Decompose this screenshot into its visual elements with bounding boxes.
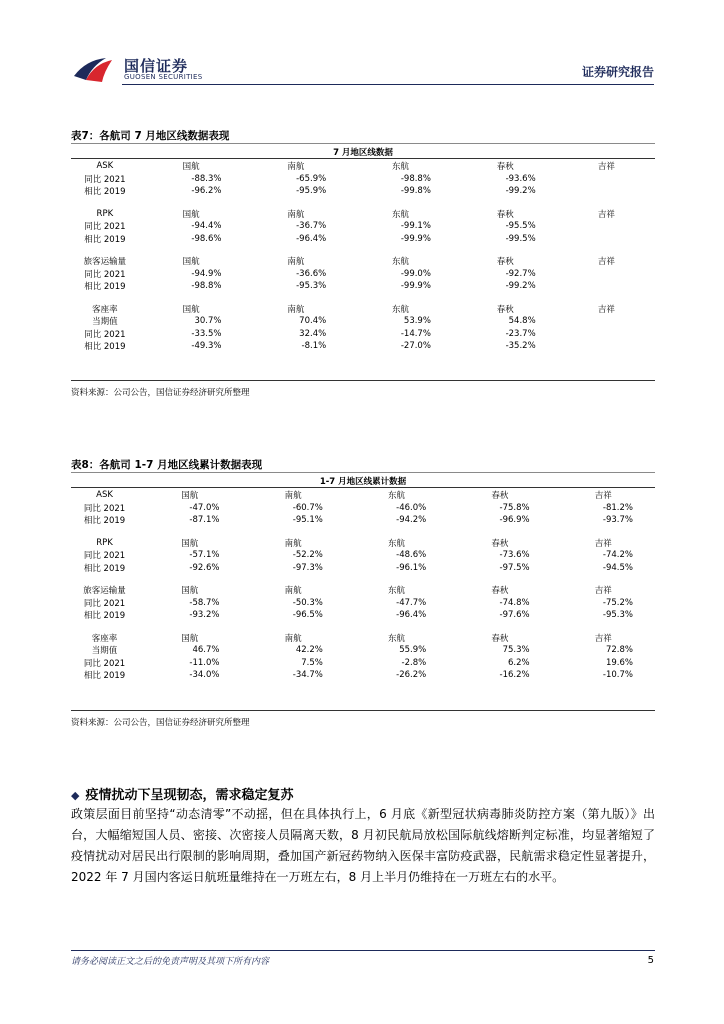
table-cell: -99.1%	[400, 221, 431, 232]
table-cell: -57.1%	[189, 550, 220, 561]
table-cell: 42.2%	[295, 645, 323, 656]
airline-header: 东航	[392, 209, 410, 220]
row-label: 同比 2021	[84, 222, 126, 233]
table-cell: -95.5%	[505, 221, 536, 232]
metric-header-row	[71, 632, 655, 645]
table-cell	[558, 328, 655, 341]
row-label: 相比 2019	[84, 342, 126, 353]
airline-header: 国航	[181, 633, 199, 644]
airline-header: 东航	[388, 586, 406, 597]
table-cell: -46.0%	[396, 502, 427, 513]
page-number: 5	[647, 955, 654, 966]
table-cell: 6.2%	[507, 657, 530, 668]
table-cell: -99.8%	[400, 186, 431, 197]
row-label: 相比 2019	[83, 516, 126, 527]
table-cell: -87.1%	[189, 515, 220, 526]
table-cell: -94.9%	[191, 268, 222, 279]
airline-header: 国航	[182, 162, 200, 173]
table-cell: -97.3%	[292, 562, 323, 573]
group-spacer	[71, 527, 655, 537]
row-label: 同比 2021	[84, 174, 126, 185]
table-cell: -14.7%	[400, 328, 431, 339]
airline-header: 春秋	[496, 162, 514, 173]
airline-header: 南航	[287, 209, 305, 220]
metric-header-row	[71, 489, 655, 502]
table-cell: 54.8%	[508, 316, 536, 327]
row-label: 同比 2021	[83, 658, 126, 669]
group-spacer	[71, 622, 655, 632]
table-cell: -99.9%	[400, 281, 431, 292]
airline-header: 东航	[392, 304, 410, 315]
airline-header: 春秋	[491, 538, 509, 549]
section-heading-text: 疫情扰动下呈现韧态，需求稳定复苏	[85, 788, 294, 803]
airline-header: 吉祥	[594, 586, 612, 597]
table7-source: 资料来源：公司公告，国信证券经济研究所整理	[71, 388, 250, 398]
table-row	[71, 268, 655, 281]
group-spacer	[71, 574, 655, 584]
table-cell: -75.2%	[602, 597, 633, 608]
airline-header: 东航	[388, 538, 406, 549]
table-row	[71, 597, 655, 610]
table-row	[71, 220, 655, 233]
table7	[71, 160, 655, 353]
table-cell: -93.6%	[505, 173, 536, 184]
airline-header: 春秋	[491, 586, 509, 597]
table-cell: -26.2%	[396, 670, 427, 681]
page-header	[0, 0, 724, 90]
table-cell: 55.9%	[399, 645, 427, 656]
table-cell: -96.1%	[396, 562, 427, 573]
airline-header: 南航	[284, 633, 302, 644]
table-cell: -98.8%	[191, 281, 222, 292]
table-cell: -47.7%	[396, 597, 427, 608]
table-cell: 53.9%	[403, 316, 431, 327]
airline-header: 南航	[287, 257, 305, 268]
table-cell	[558, 340, 655, 353]
metric-header-row	[71, 160, 655, 173]
table8-subtitle: 1-7 月地区线累计数据	[319, 477, 407, 487]
table-cell: -48.6%	[396, 550, 427, 561]
metric-label: 旅客运输量	[83, 586, 126, 597]
airline-header: 国航	[182, 304, 200, 315]
table-cell: -95.3%	[602, 610, 633, 621]
airline-header: 国航	[181, 538, 199, 549]
airline-header: 东航	[388, 633, 406, 644]
table8	[71, 489, 655, 682]
table-row	[71, 233, 655, 246]
airline-header: 吉祥	[594, 633, 612, 644]
table-cell	[558, 233, 655, 246]
table-cell: -73.6%	[499, 550, 530, 561]
table-cell: -34.0%	[189, 670, 220, 681]
table-cell: -11.0%	[189, 657, 220, 668]
airline-header: 南航	[284, 586, 302, 597]
table-row	[71, 657, 655, 670]
row-label: 相比 2019	[84, 282, 126, 293]
table7-top-rule	[71, 143, 655, 144]
table-cell	[558, 185, 655, 198]
table-cell: -74.2%	[602, 550, 633, 561]
row-label: 当期值	[91, 646, 118, 657]
metric-label: 旅客运输量	[83, 257, 127, 268]
metric-header-row	[71, 208, 655, 221]
table-cell	[558, 220, 655, 233]
table-cell	[558, 315, 655, 328]
table-cell: 70.4%	[299, 316, 327, 327]
metric-label: 客座率	[91, 633, 118, 644]
row-label: 相比 2019	[84, 187, 126, 198]
table-cell: -99.2%	[505, 281, 536, 292]
row-label: 同比 2021	[83, 598, 126, 609]
airline-header: 吉祥	[597, 162, 615, 173]
airline-header: 春秋	[496, 304, 514, 315]
table-cell: -58.7%	[189, 597, 220, 608]
table-row	[71, 185, 655, 198]
table7-sub-rule	[71, 158, 655, 159]
table8-sub-rule	[71, 487, 655, 488]
airline-header: 吉祥	[597, 304, 615, 315]
table-cell	[558, 173, 655, 186]
table-row	[71, 340, 655, 353]
table-cell: -95.3%	[296, 281, 327, 292]
table-cell: -93.2%	[189, 610, 220, 621]
table-cell: -98.6%	[191, 233, 222, 244]
table-cell: -97.5%	[499, 562, 530, 573]
table-cell: -52.2%	[292, 550, 323, 561]
metric-header-row	[71, 584, 655, 597]
table-cell: 72.8%	[605, 645, 633, 656]
guosen-logo-icon	[72, 54, 120, 84]
table8-title: 表8：各航司 1-7 月地区线累计数据表现	[71, 459, 263, 471]
table-cell: 19.6%	[605, 657, 633, 668]
metric-label: ASK	[96, 161, 114, 172]
header-divider	[122, 84, 654, 85]
airline-header: 南航	[287, 162, 305, 173]
airline-header: 南航	[284, 491, 302, 502]
table-cell: -99.5%	[505, 233, 536, 244]
table-cell: -47.0%	[189, 502, 220, 513]
metric-label: RPK	[96, 537, 113, 548]
table-row	[71, 315, 655, 328]
metric-label: ASK	[96, 490, 113, 501]
table-cell: 75.3%	[502, 645, 530, 656]
table8-source: 资料来源：公司公告，国信证券经济研究所整理	[71, 718, 250, 728]
airline-header: 吉祥	[594, 491, 612, 502]
airline-header: 东航	[388, 491, 406, 502]
table-cell: -10.7%	[602, 670, 633, 681]
row-label: 同比 2021	[84, 329, 126, 340]
table-cell: -99.0%	[400, 268, 431, 279]
metric-header-row	[71, 255, 655, 268]
table-cell: -88.3%	[191, 173, 222, 184]
table-cell: -16.2%	[499, 670, 530, 681]
table-cell: -96.9%	[499, 515, 530, 526]
table-cell: -49.3%	[191, 341, 222, 352]
airline-header: 春秋	[491, 633, 509, 644]
row-label: 相比 2019	[84, 234, 126, 245]
table-cell: -81.2%	[602, 502, 633, 513]
table-cell: -65.9%	[296, 173, 327, 184]
table-cell: 46.7%	[192, 645, 220, 656]
row-label: 当期值	[92, 317, 118, 328]
table-cell: 32.4%	[299, 328, 327, 339]
table-cell: -98.8%	[400, 173, 431, 184]
airline-header: 吉祥	[597, 209, 615, 220]
airline-header: 春秋	[496, 257, 514, 268]
table-cell: -93.7%	[602, 515, 633, 526]
table-cell: -27.0%	[400, 341, 431, 352]
row-label: 相比 2019	[83, 611, 126, 622]
table-cell: -8.1%	[301, 341, 327, 352]
table-cell: -96.4%	[396, 610, 427, 621]
airline-header: 春秋	[491, 491, 509, 502]
table-cell: 30.7%	[194, 316, 222, 327]
airline-header: 国航	[181, 491, 199, 502]
table-cell: -34.7%	[292, 670, 323, 681]
table-cell: -75.8%	[499, 502, 530, 513]
table-cell: -23.7%	[505, 328, 536, 339]
table-cell: -99.9%	[400, 233, 431, 244]
table-cell: -96.5%	[292, 610, 323, 621]
airline-header: 吉祥	[597, 257, 615, 268]
table-cell: -95.1%	[292, 515, 323, 526]
table-cell: -97.6%	[499, 610, 530, 621]
table-row	[71, 644, 655, 657]
table-row	[71, 562, 655, 575]
table-cell: -94.5%	[602, 562, 633, 573]
table-cell: -96.4%	[296, 233, 327, 244]
footer-disclaimer: 请务必阅读正文之后的免责声明及其项下所有内容	[71, 957, 270, 967]
group-spacer	[71, 198, 655, 208]
table-row	[71, 609, 655, 622]
table-cell	[558, 268, 655, 281]
table7-bottom-rule	[71, 380, 655, 381]
airline-header: 东航	[392, 162, 410, 173]
airline-header: 东航	[392, 257, 410, 268]
airline-header: 国航	[181, 586, 199, 597]
table-cell: 7.5%	[301, 657, 323, 668]
table-cell	[558, 280, 655, 293]
table-row	[71, 173, 655, 186]
metric-label: RPK	[96, 208, 114, 219]
table-cell: -74.8%	[499, 597, 530, 608]
section-heading	[71, 784, 293, 803]
airline-header: 南航	[287, 304, 305, 315]
table7-subtitle: 7 月地区线数据	[333, 148, 393, 158]
table-cell: -60.7%	[292, 502, 323, 513]
table7-title: 表7：各航司 7 月地区线数据表现	[71, 130, 230, 142]
metric-label: 客座率	[92, 304, 118, 315]
table-cell: -92.7%	[505, 268, 536, 279]
table-cell: -94.4%	[191, 221, 222, 232]
row-label: 相比 2019	[83, 563, 126, 574]
table-cell: -2.8%	[401, 657, 427, 668]
table-cell: -99.2%	[505, 186, 536, 197]
row-label: 相比 2019	[83, 671, 126, 682]
table-row	[71, 549, 655, 562]
metric-header-row	[71, 537, 655, 550]
table-cell: -36.6%	[296, 268, 327, 279]
table-row	[71, 514, 655, 527]
table-cell: -95.9%	[296, 186, 327, 197]
table-cell: -36.7%	[296, 221, 327, 232]
table-row	[71, 669, 655, 682]
table8-top-rule	[71, 472, 655, 473]
table8-bottom-rule	[71, 710, 655, 711]
logo-english-name: GUOSEN SECURITIES	[124, 73, 203, 81]
row-label: 同比 2021	[83, 503, 126, 514]
group-spacer	[71, 245, 655, 255]
airline-header: 南航	[284, 538, 302, 549]
diamond-bullet-icon: ◆	[71, 789, 80, 802]
table-cell: -35.2%	[505, 341, 536, 352]
footer-divider	[71, 950, 655, 951]
metric-header-row	[71, 303, 655, 316]
table-row	[71, 502, 655, 515]
airline-header: 春秋	[496, 209, 514, 220]
table-cell: -94.2%	[396, 515, 427, 526]
report-type-label: 证券研究报告	[581, 65, 654, 79]
table-cell: -92.6%	[189, 562, 220, 573]
body-paragraph: 政策层面目前坚持“动态清零”不动摇，但在具体执行上，6 月底《新型冠状病毒肺炎防控方案（第九版）》出台，大幅缩短国人员、密接、次密接人员隔离天数，8 月初民航局放松国际航线熔断判定标准，均显著缩短了疫情扰动对居民出行限制的影响周期，叠加国产新冠药物纳入医保丰富防疫武器，民航需求稳定性显著提升，2022 年 7 月国内客运日航班量维持在一万班左右，8 月上半月仍维持在一万班左右的水平。	[71, 807, 655, 884]
row-label: 同比 2021	[84, 269, 126, 280]
table-cell: -33.5%	[191, 328, 222, 339]
table-row	[71, 280, 655, 293]
airline-header: 国航	[182, 257, 200, 268]
table-cell: -96.2%	[191, 186, 222, 197]
group-spacer	[71, 293, 655, 303]
airline-header: 吉祥	[594, 538, 612, 549]
logo-chinese-name: 国信证券	[124, 57, 189, 75]
table-cell: -50.3%	[292, 597, 323, 608]
airline-header: 国航	[182, 209, 200, 220]
row-label: 同比 2021	[83, 551, 126, 562]
table-row	[71, 328, 655, 341]
